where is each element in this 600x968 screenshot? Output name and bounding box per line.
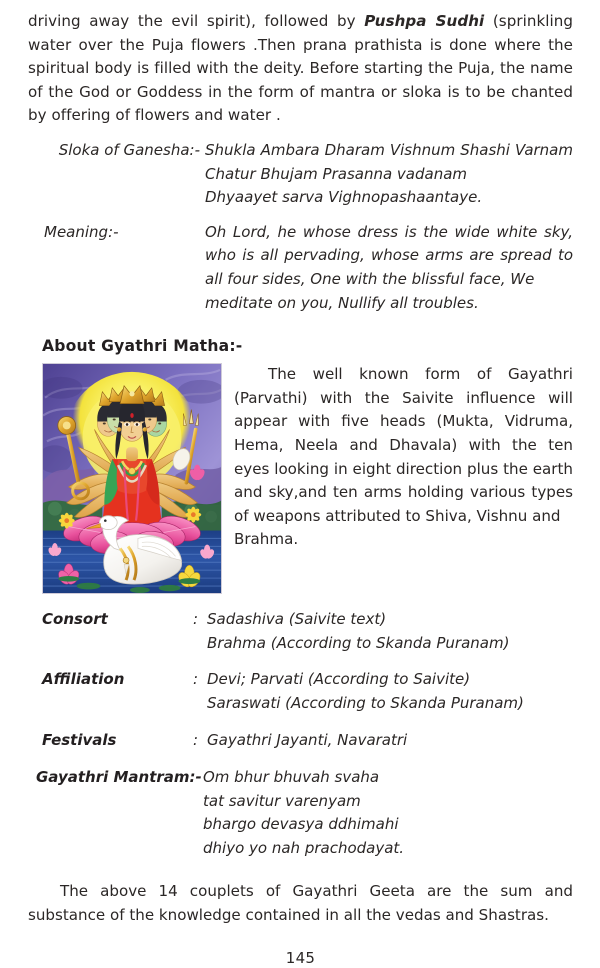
attribute-colon: : [193, 610, 199, 629]
mantram-line: bhargo devasya ddhimahi [203, 815, 399, 834]
mantram-line: dhiyo yo nah prachodayat. [203, 838, 405, 857]
attribute-colon: : [193, 730, 199, 749]
attribute-value [207, 608, 574, 655]
opening-paragraph [28, 10, 573, 128]
mantram-lines [203, 766, 573, 860]
sloka-of-ganesha-row [28, 139, 573, 210]
attribute-value-line: Sadashiva (Saivite text) [207, 610, 387, 629]
meaning-text-last-line: meditate on you, Nullify all troubles. [205, 293, 479, 312]
figure-body-text [234, 363, 573, 552]
sloka-label: Sloka of Ganesha:- [58, 140, 200, 159]
attribute-name: Affiliation [42, 670, 125, 689]
figure-body-text-tail: Brahma. [234, 530, 299, 549]
meaning-row [28, 221, 573, 315]
sloka-text-last-line: Dhyaayet sarva Vighnopashaantaye. [205, 188, 483, 207]
mantram-line: Om bhur bhuvah svaha [203, 768, 380, 787]
sloka-text: Shukla Ambara Dharam Vishnum Shashi Varnam Chatur Bhujam Prasanna vadanam [205, 140, 573, 183]
meaning-value [205, 221, 573, 315]
deity-attributes-table [42, 608, 574, 752]
sloka-value [205, 139, 573, 210]
page-number: 145 [285, 948, 316, 967]
attribute-value [207, 668, 574, 715]
attribute-value-line: Brahma (According to Skanda Puranam) [207, 633, 510, 652]
table-row [42, 668, 574, 715]
table-row [42, 729, 574, 753]
pushpa-sudhi-bold-term: Pushpa Sudhi [364, 12, 485, 30]
page-section-heading: About Gyathri Matha:- [42, 337, 243, 356]
figure-with-text-block [28, 363, 573, 594]
gayathri-matha-illustration [42, 363, 222, 594]
mantram-line: tat savitur varenyam [203, 791, 361, 810]
opening-paragraph-post: (sprinkling water over the Puja flowers .Then prana prathista is done where the spiritual body is filled with the deity. Before starting the Puja, the name of the God or Goddess in the form of mantra or sloka is to be chanted by offering of flowers and water . [28, 12, 573, 125]
mantram-label: Gayathri Mantram:- [36, 768, 202, 787]
attribute-value-line: Gayathri Jayanti, Navaratri [207, 730, 408, 749]
closing-paragraph: The above 14 couplets of Gayathri Geeta are the sum and substance of the knowledge contained in all the vedas and Shastras. [28, 882, 573, 925]
meaning-text: Oh Lord, he whose dress is the wide white sky, who is all pervading, whose arms are spread to all four sides, One with the blissful face, We [205, 222, 573, 288]
meaning-label: Meaning:- [44, 222, 119, 241]
gayathri-mantram-row [36, 766, 573, 860]
table-row [42, 608, 574, 655]
attribute-name: Consort [42, 610, 108, 629]
attribute-colon: : [193, 670, 199, 689]
deity-artwork [43, 364, 221, 593]
opening-paragraph-pre: driving away the evil spirit), followed by [28, 12, 365, 30]
attribute-name: Festivals [42, 730, 117, 749]
attribute-value [207, 729, 574, 753]
attribute-value-line: Devi; Parvati (According to Saivite) [207, 670, 471, 689]
figure-body-text-main: The well known form of Gayathri (Parvathi) with the Saivite influence will appear with five heads (Mukta, Vidruma, Hema, Neela and Dhavala) with the ten eyes looking in eight direction plus the earth and sky,and ten arms holding various types of weapons attributed to Shiva, Vishnu and [234, 365, 573, 525]
attribute-value-line: Saraswati (According to Skanda Puranam) [207, 693, 524, 712]
